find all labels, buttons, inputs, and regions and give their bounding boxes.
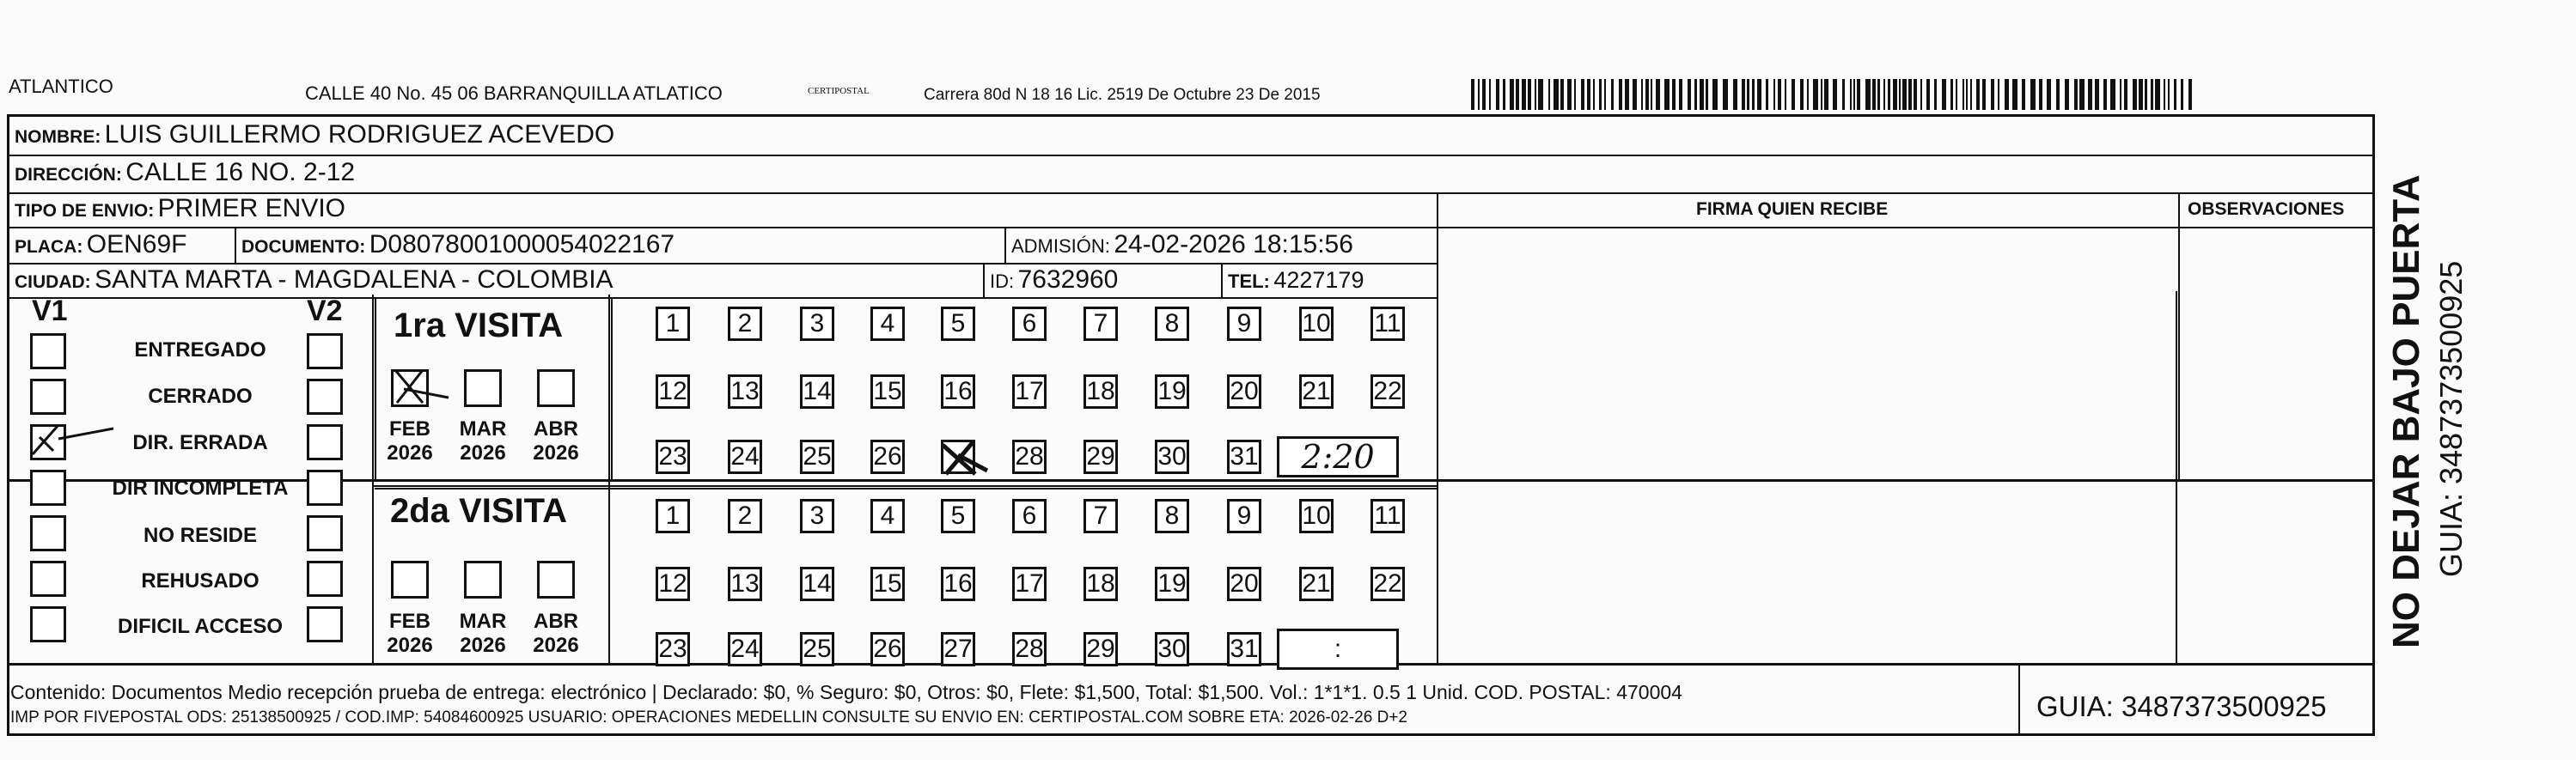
second-visit-title: 2da VISITA — [390, 492, 567, 530]
first-visit-day-box[interactable]: 16 — [941, 374, 975, 409]
barcode-bar — [1599, 79, 1602, 110]
first-visit-month-abr[interactable] — [537, 369, 575, 407]
first-visit-day-box[interactable]: 8 — [1155, 307, 1189, 341]
recipient-address: CALLE 16 NO. 2-12 — [125, 158, 356, 186]
barcode-bar — [1970, 79, 1972, 110]
barcode-bar — [1712, 79, 1718, 110]
first-visit-day-box[interactable]: 25 — [800, 440, 834, 474]
id-cell — [990, 265, 1118, 295]
second-visit-day-box[interactable]: 9 — [1227, 499, 1261, 533]
barcode-bar — [1963, 79, 1964, 110]
barcode-bar — [1503, 79, 1505, 110]
second-visit-day-box[interactable]: 11 — [1370, 499, 1405, 533]
barcode-bar — [1535, 79, 1536, 110]
second-visit-day-box[interactable]: 29 — [1084, 632, 1118, 666]
barcode-bar — [2056, 79, 2060, 110]
first-visit-day-box[interactable]: 24 — [728, 440, 762, 474]
first-visit-day-box[interactable]: 12 — [656, 374, 690, 409]
barcode-bar — [1976, 79, 1980, 110]
second-visit-day-box[interactable]: 8 — [1155, 499, 1189, 533]
ciudad-cell — [15, 265, 613, 295]
recipient-name: LUIS GUILLERMO RODRIGUEZ ACEVEDO — [104, 120, 615, 149]
first-visit-title: 1ra VISITA — [394, 307, 564, 344]
first-visit-day-box[interactable]: 4 — [870, 307, 905, 341]
barcode-bar — [1865, 79, 1871, 110]
second-visit-abr-label: ABR 2026 — [533, 610, 579, 657]
first-visit-day-box[interactable]: 22 — [1370, 374, 1405, 409]
status-rehusado: REHUSADO — [141, 569, 259, 593]
first-visit-day-box[interactable]: 6 — [1012, 307, 1047, 341]
first-visit-month-mar[interactable] — [464, 369, 502, 407]
first-visit-day-box[interactable]: 9 — [1227, 307, 1261, 341]
first-visit-abr-label: ABR 2026 — [533, 417, 579, 465]
barcode-bar — [1587, 79, 1590, 110]
barcode-bar — [1496, 79, 1499, 110]
first-visit-day-box[interactable]: 30 — [1155, 440, 1189, 474]
barcode-bar — [1888, 79, 1890, 110]
barcode-bar — [1510, 79, 1514, 110]
barcode-bar — [2139, 79, 2143, 110]
barcode-bar — [1778, 79, 1781, 110]
barcode-bar — [1625, 79, 1629, 110]
barcode-bar — [1757, 79, 1761, 110]
status-no-reside: NO RESIDE — [143, 524, 258, 547]
handwritten-x-mark — [392, 367, 443, 410]
second-visit-day-box[interactable]: 28 — [1012, 632, 1047, 666]
v1-label: V1 — [32, 295, 68, 327]
footer-guia: GUIA: 3487373500925 — [2036, 690, 2327, 722]
barcode-bar — [1934, 79, 1937, 110]
barcode-bar — [1902, 79, 1907, 110]
barcode-bar — [1792, 79, 1795, 110]
barcode-bar — [1821, 79, 1822, 110]
shipment-type: PRIMER ENVIO — [157, 194, 346, 222]
footer-print-info: IMP POR FIVEPOSTAL ODS: 25138500925 / COD.IMP: 54084600925 USUARIO: OPERACIONES MEDELLIN CONSULTE SU ENVIO EN: CERTIPOSTAL.COM SOBRE ETA: 2026-02-26 D+2 — [10, 708, 1407, 727]
barcode-bar — [1766, 79, 1768, 110]
first-visit-day-box[interactable]: 5 — [941, 307, 975, 341]
nombre-row — [15, 120, 614, 149]
second-visit-day-box[interactable]: 5 — [941, 499, 975, 533]
barcode-bar — [2188, 79, 2192, 110]
barcode-bar — [1672, 79, 1676, 110]
v2-label: V2 — [307, 295, 343, 327]
second-visit-day-box[interactable]: 13 — [728, 567, 762, 601]
admision-cell — [1011, 230, 1353, 259]
second-visit-day-box[interactable]: 14 — [800, 567, 834, 601]
barcode-bar — [1611, 79, 1614, 110]
status-dir-incompleta: DIR INCOMPLETA — [112, 477, 289, 500]
id-label: ID: — [990, 271, 1015, 292]
first-visit-day-box[interactable]: 15 — [870, 374, 905, 409]
second-visit-day-box[interactable]: 6 — [1012, 499, 1047, 533]
second-visit-day-box[interactable]: 30 — [1155, 632, 1189, 666]
barcode-bar — [2155, 79, 2160, 110]
barcode-bar — [1581, 79, 1584, 110]
barcode-bar — [1651, 79, 1652, 110]
barcode-bar — [2030, 79, 2036, 110]
barcode-bar — [1813, 79, 1818, 110]
first-visit-day-box[interactable]: 18 — [1084, 374, 1118, 409]
barcode-bar — [1723, 79, 1728, 110]
barcode-bar — [1942, 79, 1946, 110]
observaciones-label: OBSERVACIONES — [2188, 199, 2345, 219]
barcode-bar — [2079, 79, 2085, 110]
first-visit-day-box[interactable]: 29 — [1084, 440, 1118, 474]
first-visit-time-box[interactable]: 2:20 — [1277, 436, 1399, 477]
barcode-bar — [1850, 79, 1852, 110]
barcode-bar — [2164, 79, 2165, 110]
second-visit-day-box[interactable]: 31 — [1227, 632, 1261, 666]
first-visit-day-box[interactable]: 17 — [1012, 374, 1047, 409]
city-value: SANTA MARTA - MAGDALENA - COLOMBIA — [95, 265, 613, 294]
barcode-bar — [1914, 79, 1917, 110]
status-entregado: ENTREGADO — [134, 338, 266, 362]
second-visit-day-box[interactable]: 4 — [870, 499, 905, 533]
barcode-bar — [1807, 79, 1809, 110]
second-visit-day-box[interactable]: 23 — [656, 632, 690, 666]
barcode-bar — [1966, 79, 1968, 110]
barcode-bar — [1619, 79, 1622, 110]
barcode-bar — [1857, 79, 1860, 110]
visits-left-divider — [372, 295, 374, 666]
barcode-bar — [1742, 79, 1745, 110]
visits-row-divider — [372, 485, 1438, 487]
placa-cell — [15, 230, 187, 259]
status-visits-frame — [7, 291, 1438, 666]
second-visit-day-box[interactable]: 26 — [870, 632, 905, 666]
barcode-bar — [2120, 79, 2121, 110]
first-visit-day-box-marked[interactable] — [941, 440, 975, 474]
region-label: ATLANTICO — [9, 76, 113, 97]
second-visit-day-box[interactable]: 16 — [941, 567, 975, 601]
barcode-bar — [1950, 79, 1953, 110]
barcode-bar — [2022, 79, 2025, 110]
barcode-bar — [1633, 79, 1637, 110]
barcode-bar — [2039, 79, 2042, 110]
admission-datetime: 24-02-2026 18:15:56 — [1114, 230, 1353, 258]
second-visit-day-box[interactable]: 19 — [1155, 567, 1189, 601]
barcode-bar — [2065, 79, 2069, 110]
admision-label: ADMISIÓN: — [1011, 235, 1110, 257]
first-visit-day-box[interactable]: 1 — [656, 307, 690, 341]
second-visit-day-box[interactable]: 18 — [1084, 567, 1118, 601]
barcode-bar — [2110, 79, 2115, 110]
barcode-bar — [1538, 79, 1543, 110]
barcode-bar — [1679, 79, 1682, 110]
barcode-bar — [2174, 79, 2176, 110]
barcode-bar — [1926, 79, 1930, 110]
barcode-bar — [1991, 79, 1994, 110]
barcode-bar — [2012, 79, 2017, 110]
second-visit-month-abr[interactable] — [537, 561, 575, 599]
barcode-bar — [1489, 79, 1491, 110]
barcode-bar — [2145, 79, 2147, 110]
status-dir-errada: DIR. ERRADA — [132, 431, 268, 454]
barcode-bar — [2124, 79, 2127, 110]
barcode-bar — [1664, 79, 1670, 110]
second-visit-time-box[interactable]: : — [1277, 629, 1399, 670]
ciudad-label: CIUDAD: — [15, 272, 91, 292]
barcode-bar — [2074, 79, 2078, 110]
second-visit-feb-label: FEB 2026 — [387, 610, 433, 657]
barcode — [1471, 79, 2201, 110]
barcode-bar — [1956, 79, 1957, 110]
barcode-bar — [1752, 79, 1755, 110]
barcode-bar — [1574, 79, 1576, 110]
certipostal-logo: CERTIPOSTAL — [808, 86, 870, 96]
first-visit-day-box[interactable]: 14 — [800, 374, 834, 409]
barcode-bar — [1908, 79, 1912, 110]
second-visit-day-box[interactable]: 25 — [800, 632, 834, 666]
first-visit-day-box[interactable]: 3 — [800, 307, 834, 341]
barcode-bar — [1471, 79, 1474, 110]
first-visit-day-box[interactable]: 31 — [1227, 440, 1261, 474]
barcode-bar — [1785, 79, 1786, 110]
plate-value: OEN69F — [86, 230, 187, 258]
barcode-bar — [1877, 79, 1880, 110]
first-visit-day-box[interactable]: 26 — [870, 440, 905, 474]
second-visit-mar-label: MAR 2026 — [459, 610, 507, 657]
second-visit-day-box[interactable]: 12 — [656, 567, 690, 601]
visits-days-divider — [608, 295, 610, 666]
barcode-bar — [1604, 79, 1606, 110]
second-visit-day-box[interactable]: 10 — [1299, 499, 1334, 533]
barcode-bar — [1567, 79, 1572, 110]
barcode-bar — [2088, 79, 2092, 110]
barcode-bar — [1893, 79, 1897, 110]
second-visit-day-box[interactable]: 27 — [941, 632, 975, 666]
second-visit-day-box[interactable]: 20 — [1227, 567, 1261, 601]
documento-cell — [241, 230, 675, 259]
barcode-bar — [1899, 79, 1901, 110]
barcode-bar — [2151, 79, 2153, 110]
status-cerrado: CERRADO — [148, 385, 253, 408]
firma-label: FIRMA QUIEN RECIBE — [1696, 199, 1889, 219]
barcode-bar — [1645, 79, 1649, 110]
placa-label: PLACA: — [15, 237, 83, 257]
id-value: 7632960 — [1017, 265, 1119, 294]
tel-label: TEL: — [1228, 271, 1270, 292]
nombre-label: NOMBRE: — [15, 127, 101, 147]
barcode-bar — [1773, 79, 1775, 110]
document-number: D08078001000054022167 — [369, 230, 675, 258]
second-visit-day-box[interactable]: 24 — [728, 632, 762, 666]
license-text: Carrera 80d N 18 16 Lic. 2519 De Octubre 23 De 2015 — [924, 86, 1321, 104]
barcode-bar — [1548, 79, 1550, 110]
barcode-bar — [2005, 79, 2009, 110]
first-visit-day-box[interactable]: 7 — [1084, 307, 1118, 341]
barcode-bar — [2133, 79, 2137, 110]
barcode-bar — [1560, 79, 1564, 110]
first-visit-day-box[interactable]: 20 — [1227, 374, 1261, 409]
barcode-bar — [1998, 79, 1999, 110]
first-visit-day-box[interactable]: 19 — [1155, 374, 1189, 409]
status-dificil-acceso: DIFICIL ACCESO — [117, 615, 283, 638]
second-visit-day-box[interactable]: 22 — [1370, 567, 1405, 601]
barcode-bar — [1482, 79, 1486, 110]
sender-address: CALLE 40 No. 45 06 BARRANQUILLA ATLATICO — [305, 82, 723, 104]
barcode-bar — [1688, 79, 1691, 110]
direccion-row — [15, 158, 355, 187]
barcode-bar — [1656, 79, 1660, 110]
first-visit-day-box[interactable]: 2 — [728, 307, 762, 341]
barcode-bar — [1694, 79, 1697, 110]
barcode-bar — [1872, 79, 1876, 110]
barcode-bar — [2181, 79, 2183, 110]
barcode-bar — [1706, 79, 1708, 110]
barcode-bar — [1920, 79, 1922, 110]
tipo-row — [15, 194, 345, 223]
barcode-bar — [2095, 79, 2099, 110]
barcode-bar — [1883, 79, 1885, 110]
barcode-bar — [1733, 79, 1737, 110]
tipo-label: TIPO DE ENVIO: — [15, 201, 155, 221]
first-visit-day-box[interactable]: 10 — [1299, 307, 1334, 341]
barcode-bar — [1593, 79, 1595, 110]
barcode-bar — [1853, 79, 1855, 110]
side-warning: NO DEJAR BAJO PUERTA — [2385, 174, 2427, 648]
first-visit-day-box[interactable]: 11 — [1370, 307, 1405, 341]
direccion-label: DIRECCIÓN: — [15, 165, 122, 185]
second-visit-day-box[interactable]: 2 — [728, 499, 762, 533]
second-visit-month-mar[interactable] — [464, 561, 502, 599]
second-visit-day-box[interactable]: 21 — [1299, 567, 1334, 601]
first-visit-day-box[interactable]: 28 — [1012, 440, 1047, 474]
first-visit-day-box[interactable]: 21 — [1299, 374, 1334, 409]
barcode-bar — [1700, 79, 1704, 110]
documento-label: DOCUMENTO: — [241, 237, 366, 257]
barcode-bar — [1478, 79, 1480, 110]
first-visit-month-feb[interactable] — [391, 369, 429, 407]
barcode-bar — [1554, 79, 1559, 110]
first-visit-day-box[interactable]: 23 — [656, 440, 690, 474]
side-guia: GUIA: 3487373500925 — [2433, 260, 2469, 577]
barcode-bar — [1842, 79, 1845, 110]
barcode-bar — [2168, 79, 2170, 110]
second-visit-day-box[interactable]: 3 — [800, 499, 834, 533]
tel-cell — [1228, 267, 1364, 294]
second-visit-day-box[interactable]: 1 — [656, 499, 690, 533]
barcode-bar — [2047, 79, 2051, 110]
first-visit-mar-label: MAR 2026 — [459, 417, 507, 465]
barcode-bar — [1982, 79, 1986, 110]
first-visit-day-box[interactable]: 13 — [728, 374, 762, 409]
first-visit-feb-label: FEB 2026 — [387, 417, 433, 465]
barcode-bar — [1833, 79, 1837, 110]
handwritten-x-mark — [941, 440, 979, 477]
tel-value: 4227179 — [1273, 267, 1364, 293]
barcode-bar — [1747, 79, 1749, 110]
barcode-bar — [1800, 79, 1804, 110]
second-visit-month-feb[interactable] — [391, 561, 429, 599]
barcode-bar — [1824, 79, 1828, 110]
second-visit-day-box[interactable]: 15 — [870, 567, 905, 601]
signature-frame-lower — [1438, 291, 2375, 666]
barcode-bar — [1522, 79, 1526, 110]
second-visit-day-box[interactable]: 7 — [1084, 499, 1118, 533]
barcode-bar — [1528, 79, 1531, 110]
barcode-bar — [2103, 79, 2107, 110]
footer-divider — [2018, 666, 2020, 736]
barcode-bar — [1641, 79, 1643, 110]
observations-divider — [2176, 291, 2177, 666]
second-visit-day-box[interactable]: 17 — [1012, 567, 1047, 601]
footer-contents: Contenido: Documentos Medio recepción prueba de entrega: electrónico | Declarado: $0, % Seguro: $0, Otros: $0, Flete: $1,500, Total: $1,500. Vol.: 1*1*1. 0.5 1 Unid. COD. POSTAL: 470004 — [10, 681, 1682, 703]
barcode-bar — [1516, 79, 1519, 110]
